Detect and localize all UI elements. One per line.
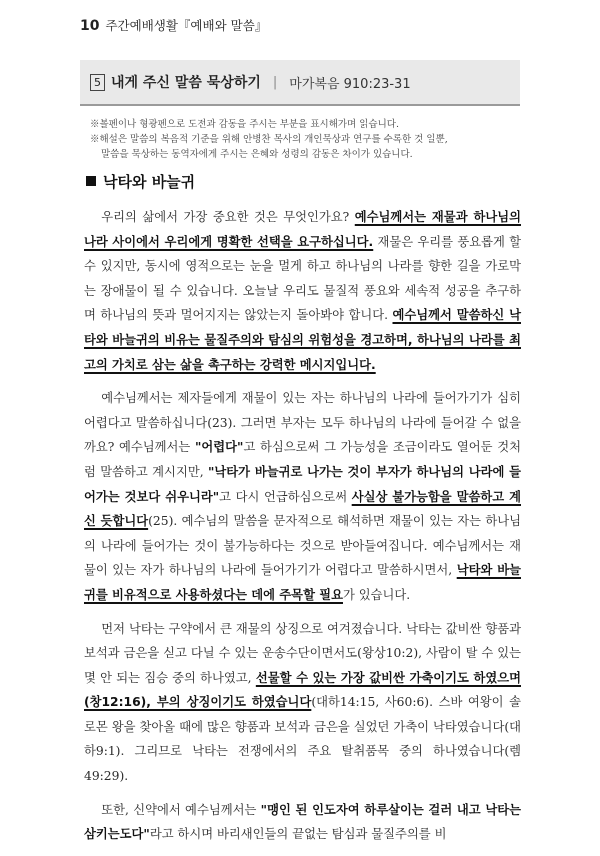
scripture-reference: 마가복음 910:23-31: [289, 76, 411, 92]
body-text: [84, 205, 521, 856]
p2-text-i: 가 있습니다.: [342, 587, 411, 602]
note-line-2: ※해설은 말씀의 복음적 기준을 위해 안병찬 목사의 개인묵상과 연구를 수록한 것 일뿐,: [90, 134, 448, 145]
reading-notes: [90, 117, 510, 162]
note-line-1: ※볼펜이나 형광펜으로 도전과 감동을 주시는 부분을 표시해가며 읽습니다.: [90, 119, 399, 130]
paragraph-1: [84, 205, 521, 377]
p4-text-a: 또한, 신약에서 예수님께서는: [101, 802, 261, 817]
page-number: 10: [80, 18, 100, 34]
subheading-text: 낙타와 바늘귀: [103, 173, 196, 191]
p1-text-a: 우리의 삶에서 가장 중요한 것은 무엇인가요?: [101, 210, 355, 224]
square-bullet-icon: [86, 176, 96, 186]
p1-emphasis-2: 예수님께서 말씀하신 낙타와 바늘귀의 비유는 물질주의와 탐심의 위험성을 경고하며, 하나님의 나라를 최고의 가치로 삼는 삶을 촉구하는 강력한 메시지입니다.: [84, 308, 521, 372]
note-line-3: 말씀을 묵상하는 동역자에게 주시는 은혜와 성령의 감동은 차이가 있습니다.: [101, 149, 413, 160]
paragraph-2: [84, 386, 521, 607]
p4-quote-1: "맹인 된 인도자여 하루살이는 걸러 내고 낙타는 삼키는도다": [84, 802, 521, 842]
p4-text-c: 라고 하시며 바리새인들의 끝없는 탐심과 물질주의를 비: [149, 827, 447, 842]
running-header: [80, 16, 267, 34]
p2-quote-2: "낙타가 바늘귀로 나가는 것이 부자가 하나님의 나라에 들어가는 것보다 쉬우니라": [84, 464, 522, 504]
section-number-box: 5: [90, 74, 105, 91]
p3-text-a: 먼저 낙타는 구약에서 큰 재물의 상징으로 여겨졌습니다. 낙타는 값비싼 향품과 보석과 금은을 싣고 다닐 수 있는 운송수단이면서도(왕상10:2), 사람이 탈 수 있는 몇 안 되는 짐승 중의 하나였고,: [84, 621, 521, 685]
running-title: 주간예배생활『예배와 말씀』: [105, 18, 268, 33]
p2-text-a: 예수님께서는 제자들에게 재물이 있는 자는 하나님의 나라에 들어가기가 심히 어렵다고 말씀하십니다(23). 그러면 부자는 모두 하나님의 나라에 들어갈 수 없을까요? 예수님께서는: [84, 391, 521, 455]
p2-emphasis-2: 낙타와 바늘귀를 비유적으로 사용하셨다는 데에 주목할 필요: [84, 563, 521, 602]
p2-quote-1: "어렵다": [194, 440, 244, 455]
p1-text-c: 재물은 우리를 풍요롭게 할 수 있지만, 동시에 영적으로는 눈을 멀게 하고 하나님의 나라를 향한 길을 가로막는 장애물이 될 수 있습니다. 오늘날 우리도 물질적 풍요와 세속적 성공을 추구하며 하나님의 뜻과 멀어지지는 않았는지 돌아봐야 합니다.: [84, 234, 521, 323]
p3-text-c: (대하14:15, 사60:6). 스바 여왕이 솔로몬 왕을 찾아올 때에 많은 향품과 보석과 금은을 실었던 가축이 낙타였습니다(대하9:1). 그리므로 낙타는 전쟁에서의 주요 탈취품목 중의 하나였습니다(렘49:29).: [84, 695, 521, 784]
section-title: 내게 주신 말씀 묵상하기: [111, 75, 261, 91]
p1-emphasis-1: 예수님께서는 재물과 하나님의 나라 사이에서 우리에게 명확한 선택을 요구하십니다.: [84, 210, 521, 249]
paragraph-3: [84, 617, 521, 789]
section-separator: |: [272, 74, 278, 90]
subheading: [86, 171, 195, 192]
paragraph-4: [84, 798, 521, 847]
section-title-bar: [80, 60, 520, 106]
p2-text-c: 고 하심으로써 그 가능성을 조금이라도 열어둔 것처럼 말씀하고 계시지만,: [84, 440, 521, 479]
p2-emphasis-1: 사실상 불가능함을 말씀하고 계신 듯합니다: [84, 489, 521, 529]
p3-emphasis-1: 선물할 수 있는 가장 값비싼 가축이기도 하였으며(창12:16), 부의 상징이기도 하였습니다: [84, 670, 521, 710]
p2-text-g: (25). 예수님의 말씀을 문자적으로 해석하면 재물이 있는 자는 하나님의 나라에 들어가는 것이 불가능하다는 것으로 받아들여집니다. 예수님께서는 재물이 있는 자가 하나님의 나라에 들어가기가 어렵다고 말씀하시면서,: [84, 514, 521, 578]
p2-text-e: 고 다시 언급하심으로써: [219, 489, 352, 504]
